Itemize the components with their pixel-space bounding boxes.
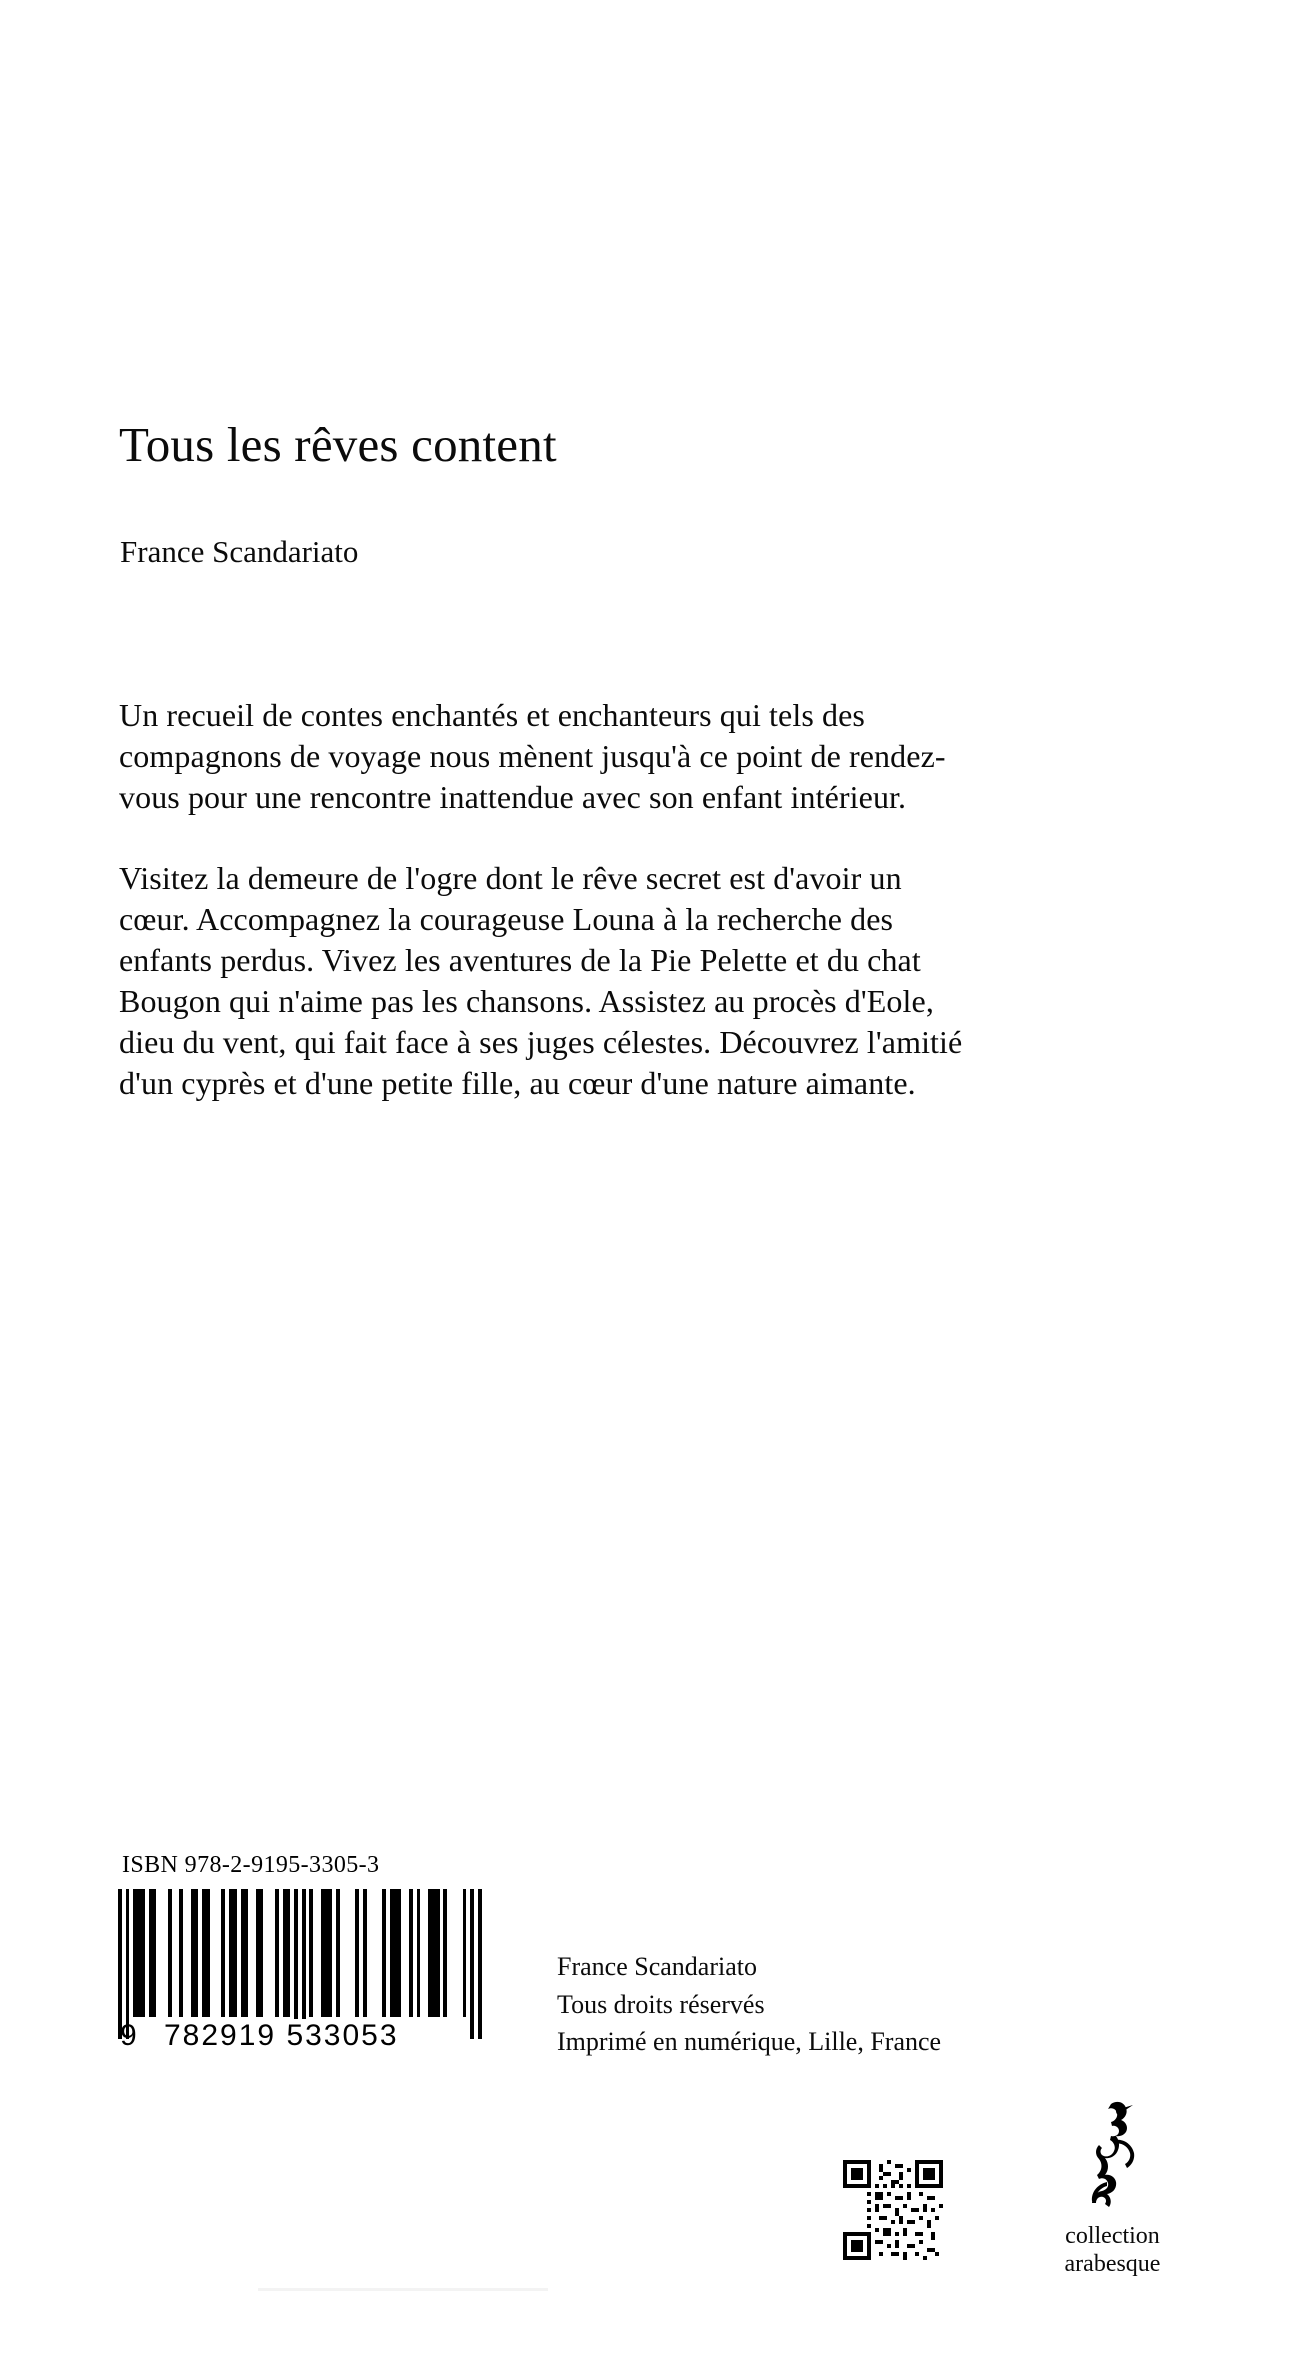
barcode <box>118 1889 483 2067</box>
publisher-name-line-1: collection <box>1065 2223 1160 2249</box>
isbn-label: ISBN 978-2-9195-3305-3 <box>122 1852 380 1878</box>
barcode-digit-main: 782919 533053 <box>164 2019 399 2052</box>
barcode-digit-lead: 9 <box>120 2019 139 2052</box>
credits-line-1: France Scandariato <box>557 1952 757 1981</box>
blurb-paragraph-1: Un recueil de contes enchantés et enchanteurs qui tels des compagnons de voyage nous mènent jusqu'à ce point de rendez-vous pour une rencontre inattendue avec son enfant intérieur. <box>119 697 946 815</box>
publisher-name-line-2: arabesque <box>1064 2251 1161 2278</box>
barcode-digits <box>118 2017 483 2057</box>
qr-code-icon <box>843 2160 943 2260</box>
page-title: Tous les rêves content <box>119 417 557 472</box>
credits-line-2: Tous droits réservés <box>557 1989 765 2019</box>
publisher-name <box>1020 2222 1205 2279</box>
publisher-logo <box>1020 2098 1205 2279</box>
arabesque-mark-icon <box>1020 2098 1205 2216</box>
print-artifact <box>258 2288 548 2291</box>
credits-block <box>557 1948 941 2061</box>
blurb-paragraph-2: Visitez la demeure de l'ogre dont le rêve secret est d'avoir un cœur. Accompagnez la courageuse Louna à la recherche des enfants perdus. Vivez les aventures de la Pie Pelette et du chat Bougon qui n'aime pas les chansons. Assistez au procès d'Eole, dieu du vent, qui fait face à ses juges célestes. Découvrez l'amitié d'un cyprès et d'une petite fille, au cœur d'une nature aimante. <box>119 859 963 1101</box>
author-name: France Scandariato <box>120 534 359 569</box>
isbn-block <box>118 1852 488 2067</box>
credits-line-3: Imprimé en numérique, Lille, France <box>557 2027 942 2057</box>
blurb-text <box>119 695 979 1104</box>
